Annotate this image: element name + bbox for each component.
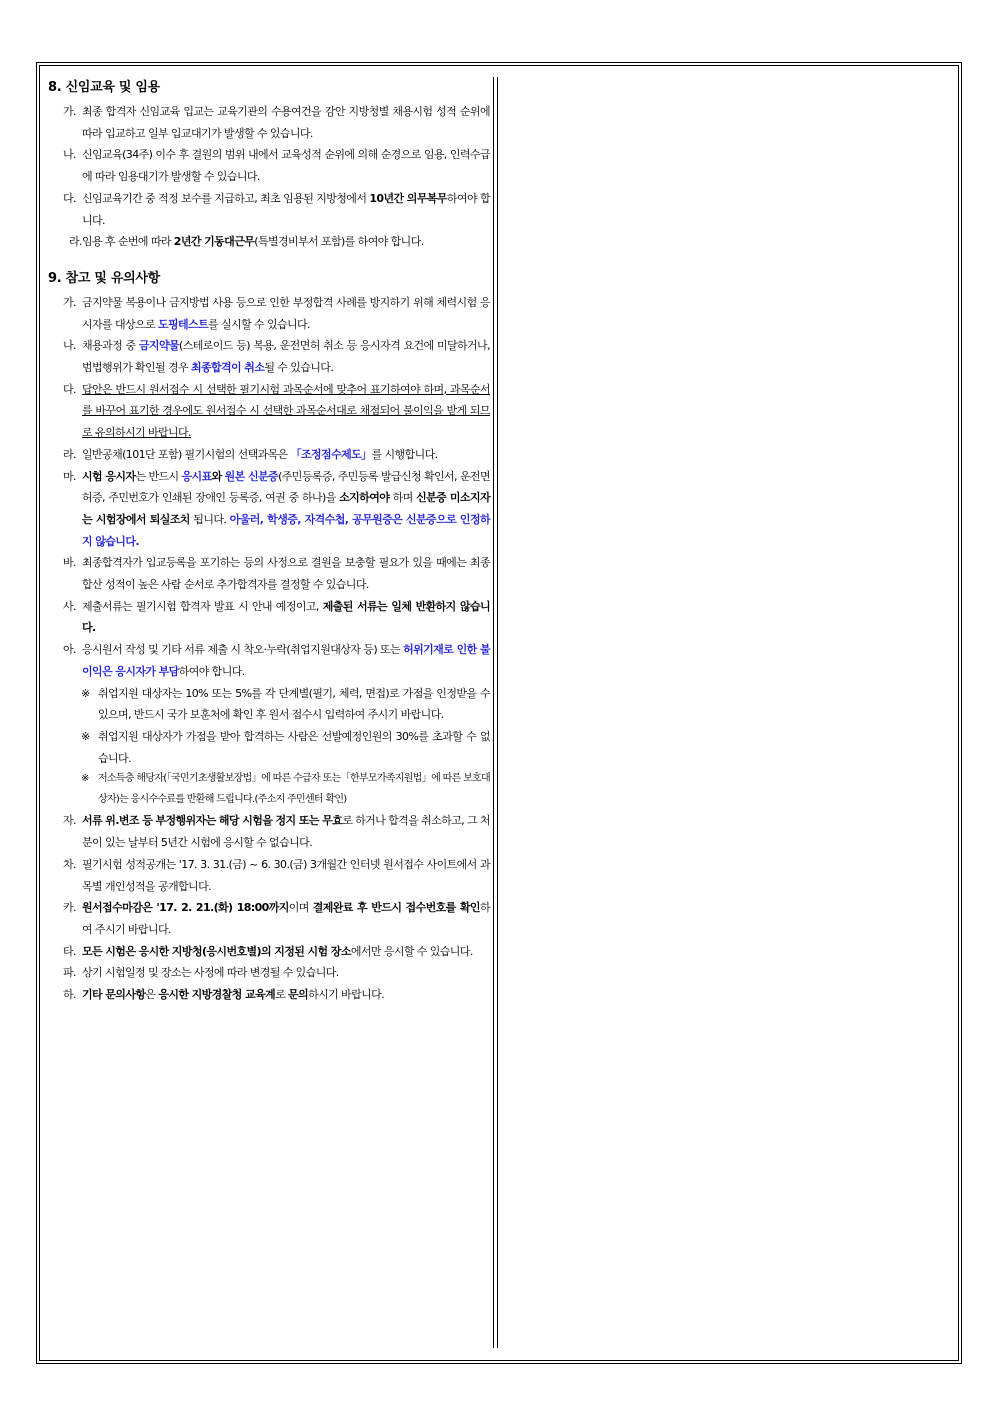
item-highlight: 응시표 [181,469,212,483]
section-9-item-pa [48,962,490,984]
section-9-item-da [48,379,490,444]
item-marker: 가. [63,105,76,118]
section-9-note [48,769,490,810]
item-bold-text: 원서접수마감은 '17. 2. 21.(화) 18:00까지 [82,901,289,915]
section-9-item-ba [48,552,490,595]
note-marker: ※ [81,729,90,743]
item-bold-text: 문의 [288,988,309,1002]
note-marker: ※ [81,686,90,700]
item-text: 이며 [288,901,313,915]
section-9-item-ha [48,984,490,1006]
item-bold-text: 모든 시험은 응시한 지방청(응시번호별)의 지정된 시험 장소 [82,944,351,958]
section-9-note [48,683,490,726]
item-marker: 마. [63,469,76,483]
column-divider [493,77,494,1348]
item-marker: 라. [69,235,82,249]
item-text: 됩니다. [189,512,230,526]
section-9-item-ga [48,292,490,335]
section-9-item-ta [48,941,490,963]
item-text: 신임교육(34주) 이수 후 결원의 범위 내에서 교육성적 순위에 의해 순경으로 임용, 인력수급에 따라 임용대기가 발생할 수 있습니다. [82,148,490,184]
section-9-item-sa [48,596,490,639]
item-bold-text: 10년간 의무복무 [369,191,447,205]
item-text: 응시원서 작성 및 기타 서류 제출 시 착오·누락(취업지원대상자 등) 또는 [82,643,404,657]
section-8-item-da [48,188,490,231]
item-text: 에서만 응시할 수 있습니다. [350,944,473,958]
item-text: 일반공채(101단 포함) 필기시험의 선택과목은 [82,447,291,461]
item-marker: 카. [63,901,76,915]
item-marker: 가. [63,295,76,309]
section-9-item-na [48,335,490,378]
item-marker: 다. [63,382,76,396]
item-marker: 사. [63,599,76,613]
item-marker: 다. [63,191,76,205]
item-text: 로 하거나 합격을 취소하고, 그 처분이 있는 날부터 5년간 시험에 응시할 수 없습니다. [82,814,491,850]
section-8-title: 8. 신임교육 및 임용 [48,80,160,95]
item-bold-text: 시험 응시자 [82,469,136,483]
item-text: (특별경비부서 포함)를 하여야 합니다. [254,235,424,249]
note-text: 취업지원 대상자가 가점을 받아 합격하는 사람은 선발예정인원의 30%를 초과할 수 없습니다. [98,729,490,765]
item-bold-text: 제출된 서류는 일체 반환하지 않습니다. [82,599,490,635]
item-bold-text: 신분증 미소지자는 시험장에서 퇴실조치 [82,491,490,526]
item-highlight: 최종합격이 취소 [190,361,265,375]
item-bold-text: 서류 위.변조 등 부정행위자는 해당 시험을 정지 또는 무효 [82,814,343,828]
item-text: (스테로이드 등) 복용, 운전면허 취소 등 응시자격 요건에 미달하거나, 범법행위가 확인될 경우 [82,339,490,375]
item-text: 신임교육기간 중 적정 보수를 지급하고, 최초 임용된 지방청에서 [82,191,370,205]
item-marker: 자. [63,814,76,828]
item-bold-text: 결제완료 후 반드시 접수번호를 확인 [312,901,480,915]
item-marker: 타. [63,944,76,958]
item-text: 채용과정 중 [82,339,139,353]
item-text: 최종 합격자 신임교육 입교는 교육기관의 수용여건을 감안 지방청별 채용시험 성적 순위에 따라 입교하고 일부 입교대기가 발생할 수 있습니다. [82,105,490,140]
item-highlight: 아울러, 학생증, 자격수첩, 공무원증은 신분증으로 인정하지 않습니다. [82,512,491,548]
item-marker: 바. [63,556,76,570]
section-9-item-ja [48,810,490,853]
item-marker: 파. [63,966,76,980]
item-text: 최종합격자가 입교등록을 포기하는 등의 사정으로 결원을 보충할 필요가 있을 때에는 최종합산 성적이 높은 사람 순서로 추가합격자를 결정할 수 있습니다. [82,556,490,592]
item-bold-text: 기타 문의사항 [82,988,146,1002]
item-text: 를 시행합니다. [371,447,438,461]
section-9-item-ka [48,897,490,940]
item-marker: 나. [63,148,76,162]
item-highlight: 금지약물 [138,339,180,353]
item-highlight: 원본 신분증 [224,469,279,483]
item-text: 하여야 합니다. [178,664,245,678]
item-text: 금지약물 복용이나 금지방법 사용 등으로 인한 부정합격 사례를 방지하기 위해 체력시험 응시자를 대상으로 [82,295,490,331]
section-8-item-na [48,144,490,187]
item-highlight: 도핑테스트 [157,317,209,331]
item-bold-text: 소지하여야 [339,491,390,505]
section-8-item-ga [48,101,490,144]
item-highlight: 「조정점수제도」 [290,447,372,461]
note-text: 취업지원 대상자는 10% 또는 5%를 각 단계별(필기, 체력, 면접)로 가점을 인정받을 수 있으며, 반드시 국가 보훈처에 확인 후 원서 접수시 입력하여 주시기 바랍니다. [98,686,490,722]
item-text: 될 수 있습니다. [264,361,334,375]
item-bold-text: 응시한 지방경찰청 교육계 [158,988,276,1002]
item-bold-text: 와 [211,469,222,483]
item-marker: 차. [63,857,76,871]
item-underlined-text: 답안은 반드시 원서접수 시 선택한 필기시험 과목순서에 맞추어 표기하여야 하며, 과목순서를 바꾸어 표기한 경우에도 원서접수 시 선택한 과목순서대로 채점되어 불이익을 받게 되므로 유의하시기 바랍니다. [82,382,490,440]
right-column-empty [500,76,955,1346]
item-marker: 나. [63,339,76,353]
section-9-title: 9. 참고 및 유의사항 [48,270,160,286]
item-text: 로 [275,988,289,1002]
left-column [48,76,490,1006]
section-9-note [48,726,490,769]
section-9-item-cha [48,854,490,897]
item-text: 상기 시험일정 및 장소는 사정에 따라 변경될 수 있습니다. [82,966,339,980]
item-highlight: 허위기재로 인한 불이익은 응시자가 부담 [82,643,490,678]
item-marker: 하. [63,988,76,1002]
item-text: 임용 후 순번에 따라 [82,235,174,249]
note-marker: ※ [81,773,89,785]
item-marker: 아. [63,643,76,657]
section-8-item-ra [48,231,490,253]
item-text: 를 실시할 수 있습니다. [208,317,310,331]
item-text: (주민등록증, 주민등록 발급신청 확인서, 운전면허증, 주민번호가 인쇄된 장애인 등록증, 여권 중 하나)을 [82,469,490,505]
item-bold-text: 2년간 기동대근무 [173,235,255,249]
item-text: 하여야 합니다. [82,191,490,227]
item-marker: 라. [63,447,76,461]
section-9-item-ma [48,466,490,553]
column-divider [497,77,498,1348]
section-9-item-ra [48,444,490,466]
item-text: 하여 주시기 바랍니다. [82,901,490,936]
item-text: 제출서류는 필기시험 합격자 발표 시 안내 예정이고, [82,599,323,613]
item-text: 필기시험 성적공개는 '17. 3. 31.(금) ~ 6. 30.(금) 3개월간 인터넷 원서접수 사이트에서 과목별 개인성적을 공개합니다. [82,857,490,893]
item-text: 는 반드시 [135,469,182,483]
item-text: 은 [145,988,159,1002]
note-text: 저소득층 해당자(「국민기초생활보장법」에 따른 수급자 또는「한부모가족지원법」에 따른 보호대상자)는 응시수수료를 반환해 드립니다.(주소지 주민센터 확인) [98,773,490,805]
item-text: 하며 [389,491,417,505]
section-9-item-a [48,639,490,682]
item-text: 하시기 바랍니다. [308,988,385,1002]
